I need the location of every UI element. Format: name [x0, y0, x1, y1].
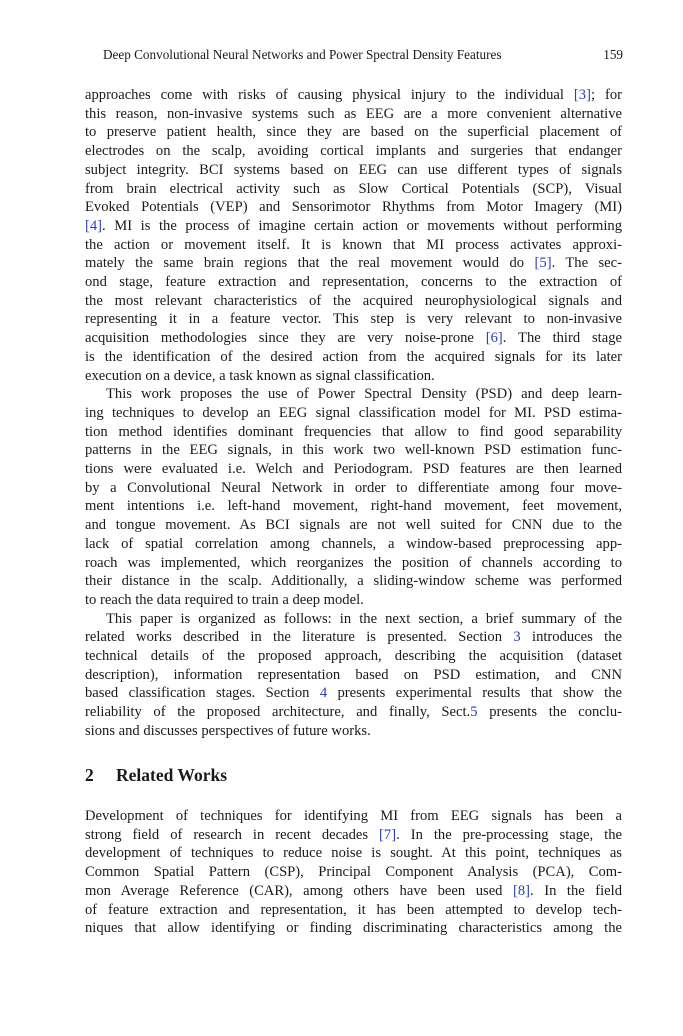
paragraph-line: reliability of the proposed architecture, and finally, Sect.5 presents the conclu-: [85, 704, 622, 721]
citation-link[interactable]: [6]: [485, 330, 503, 347]
paragraph-line: to reach the data required to train a deep model.: [85, 591, 364, 608]
paragraph-line: ond stage, feature extraction and representation, concerns to the extraction of: [85, 274, 622, 290]
paragraph-line: acquisition methodologies since they are very noise-prone [6]. The third stage: [85, 330, 622, 347]
paragraph-line: niques that allow identifying or finding discriminating characteristics among the: [85, 920, 622, 937]
paragraph-line: is the identification of the desired action from the acquired signals for its later: [85, 348, 622, 365]
paragraph-line: ing techniques to develop an EEG signal classification model for MI. PSD estima-: [85, 404, 622, 421]
paragraph-line: [4]. MI is the process of imagine certain action or movements without performing: [85, 217, 622, 234]
paragraph-line: this reason, non-invasive systems such as EEG are a more convenient alternative: [85, 105, 622, 122]
paragraph-line: This paper is organized as follows: in the next section, a brief summary of the: [106, 610, 622, 627]
paragraph-line: the most relevant characteristics of the acquired neurophysiological signals and: [85, 292, 622, 309]
citation-link[interactable]: [3]: [573, 87, 591, 103]
citation-link[interactable]: [7]: [379, 826, 397, 843]
paragraph-line: approaches come with risks of causing physical injury to the individual [3]; for: [85, 87, 622, 103]
section-number: 2: [85, 765, 94, 785]
paragraph-line: roach was implemented, which reorganizes the position of channels according to: [85, 554, 622, 571]
paragraph-line: and tongue movement. As BCI signals are not well suited for CNN due to the: [85, 517, 622, 534]
paragraph-line: from brain electrical activity such as Slow Cortical Potentials (SCP), Visual: [85, 180, 622, 197]
paragraph-line: strong field of research in recent decades [7]. In the pre-processing stage, the: [85, 826, 622, 843]
citation-link[interactable]: [5]: [534, 255, 552, 272]
paragraph-line: mon Average Reference (CAR), among others have been used [8]. In the field: [85, 882, 622, 899]
section-link[interactable]: 4: [319, 685, 328, 702]
section-heading: [85, 765, 227, 786]
paragraph-line: execution on a device, a task known as signal classification.: [85, 367, 435, 384]
paragraph-line: technical details of the proposed approach, describing the acquisition (dataset: [85, 648, 622, 664]
paragraph-line: Evoked Potentials (VEP) and Sensorimotor Rhythms from Motor Imagery (MI): [85, 199, 622, 216]
paragraph-line: Common Spatial Pattern (CSP), Principal Component Analysis (PCA), Com-: [85, 864, 622, 881]
citation-link[interactable]: [8]: [513, 882, 531, 899]
paragraph-line: to preserve patient health, since they are based on the superficial placement of: [85, 124, 622, 141]
paragraph-line: subject integrity. BCI systems based on EEG can use different types of signals: [85, 161, 622, 178]
paragraph-line: related works described in the literature is presented. Section 3 introduces the: [85, 629, 622, 646]
running-title: Deep Convolutional Neural Networks and Power Spectral Density Features: [103, 47, 502, 62]
paragraph-line: ment intentions i.e. left-hand movement, right-hand movement, feet movement,: [85, 498, 622, 515]
paragraph-line: the action or movement itself. It is known that MI process activates approxi-: [85, 236, 622, 253]
section-link[interactable]: 5: [470, 704, 478, 721]
paragraph-line: description), information representation based on PSD estimation, and CNN: [85, 666, 622, 683]
section-title: Related Works: [116, 765, 227, 785]
paragraph-line: their distance in the scalp. Additionally, a sliding-window scheme was performed: [85, 573, 622, 590]
page-number: 159: [603, 47, 623, 62]
paragraph-line: electrodes on the scalp, avoiding cortical implants and surgeries that endanger: [85, 143, 622, 160]
paragraph-line: sions and discusses perspectives of future works.: [85, 722, 371, 739]
paragraph-line: lack of spatial correlation among channels, a window-based preprocessing app-: [85, 535, 622, 552]
paragraph-line: representing it in a feature vector. This step is very relevant to non-invasive: [85, 311, 622, 328]
paragraph-line: Development of techniques for identifying MI from EEG signals has been a: [85, 808, 622, 824]
paragraph-line: patterns in the EEG signals, in this work two well-known PSD estimation func-: [85, 442, 622, 459]
paragraph-line: tions were evaluated i.e. Welch and Periodogram. PSD features are then learned: [85, 461, 622, 477]
section-link[interactable]: 3: [513, 629, 521, 646]
paragraph-line: based classification stages. Section 4 presents experimental results that show the: [85, 685, 623, 702]
paragraph-line: mately the same brain regions that the real movement would do [5]. The sec-: [85, 255, 622, 272]
paragraph-line: development of techniques to reduce noise is sought. At this point, techniques as: [85, 845, 622, 862]
paragraph-line: by a Convolutional Neural Network in order to differentiate among four move-: [85, 479, 622, 496]
paragraph-line: of feature extraction and representation, it has been attempted to develop tech-: [85, 901, 622, 918]
paragraph-line: tion method identifies dominant frequencies that allow to find good separability: [85, 423, 622, 440]
citation-link[interactable]: [4]: [85, 217, 103, 234]
paragraph-line: This work proposes the use of Power Spectral Density (PSD) and deep learn-: [106, 386, 622, 403]
